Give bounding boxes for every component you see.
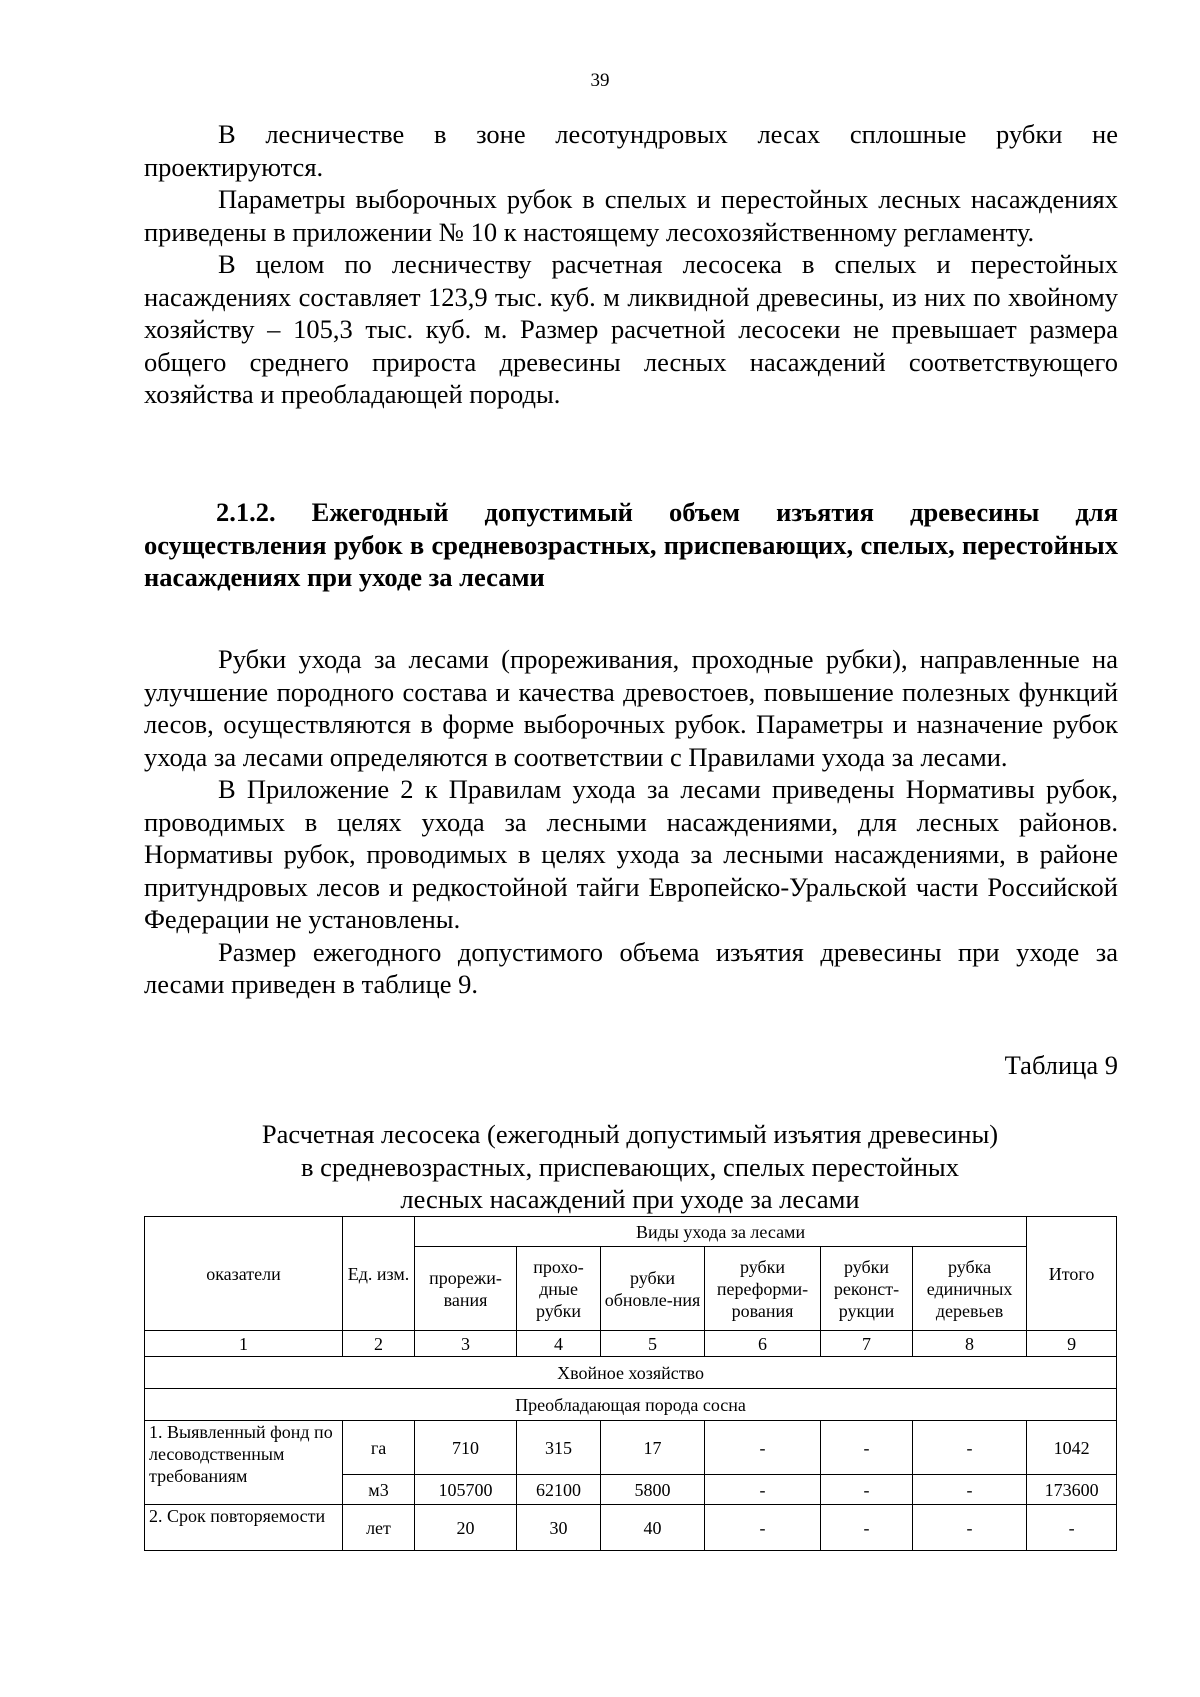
table-row [145, 1505, 1117, 1551]
table-row [145, 1421, 1117, 1475]
col-number: 9 [1027, 1331, 1117, 1357]
header-total: Итого [1027, 1217, 1117, 1331]
header-renewal: рубки обновле-ния [601, 1247, 705, 1331]
paragraph: Рубки ухода за лесами (прореживания, проходные рубки), направленные на улучшение породного состава и качества древостоев, повышение полезных функций лесов, осуществляются в форме выборочных рубок. Параметры и назначение рубок ухода за лесами определяются в соответствии с Правилами ухода за лесами. [144, 644, 1118, 772]
table-cell: 710 [415, 1421, 517, 1475]
table-caption [150, 1118, 1110, 1216]
table-cell: 315 [517, 1421, 601, 1475]
table-cell: 40 [601, 1505, 705, 1551]
section-row-farm: Хвойное хозяйство [145, 1357, 1117, 1389]
table-row [145, 1389, 1117, 1421]
table-cell: 1042 [1027, 1421, 1117, 1475]
table-cell: 30 [517, 1505, 601, 1551]
caption-line: лесных насаждений при уходе за лесами [400, 1184, 860, 1214]
caption-line: Расчетная лесосека (ежегодный допустимый изъятия древесины) [261, 1119, 999, 1149]
section-row-species: Преобладающая порода сосна [145, 1389, 1117, 1421]
body-text-top [144, 118, 1118, 411]
header-passage: прохо-дные рубки [517, 1247, 601, 1331]
body-text-bottom [144, 643, 1118, 1001]
col-number: 4 [517, 1331, 601, 1357]
paragraph: В целом по лесничеству расчетная лесосека в спелых и перестойных насаждениях составляет 123,9 тыс. куб. м ликвидной древесины, из них по хвойному хозяйству – 105,3 тыс. куб. м. Размер расчетной лесосеки не превышает размера общего среднего прироста древесины лесных насаждений соответствующего хозяйства и преобладающей породы. [144, 249, 1118, 409]
header-thinning: прорежи-вания [415, 1247, 517, 1331]
table-cell: - [821, 1475, 913, 1505]
col-number: 8 [913, 1331, 1027, 1357]
header-single: рубка единичных деревьев [913, 1247, 1027, 1331]
header-group: Виды ухода за лесами [415, 1217, 1027, 1247]
col-number: 7 [821, 1331, 913, 1357]
paragraph: Параметры выборочных рубок в спелых и перестойных лесных насаждениях приведены в приложении № 10 к настоящему лесохозяйственному регламенту. [144, 184, 1118, 247]
col-number: 3 [415, 1331, 517, 1357]
header-reform: рубки переформи-рования [705, 1247, 821, 1331]
section-heading: 2.1.2. Ежегодный допустимый объем изъятия древесины для осуществления рубок в средневозрастных, приспевающих, спелых, перестойных насаждениях при уходе за лесами [144, 497, 1118, 592]
table-cell: лет [343, 1505, 415, 1551]
col-number: 6 [705, 1331, 821, 1357]
table-label: Таблица 9 [1004, 1050, 1118, 1080]
table-cell: - [1027, 1505, 1117, 1551]
table-cell: - [705, 1475, 821, 1505]
table-cell: - [913, 1475, 1027, 1505]
table-cell: 20 [415, 1505, 517, 1551]
paragraph: В лесничестве в зоне лесотундровых лесах сплошные рубки не проектируются. [144, 119, 1118, 182]
table-cell: 17 [601, 1421, 705, 1475]
paragraph: В Приложение 2 к Правилам ухода за лесами приведены Нормативы рубок, проводимых в целях ухода за лесными насаждениями, для лесных районов. Нормативы рубок, проводимых в целях ухода за лесными насаждениями, в районе притундровых лесов и редкостойной тайги Европейско-Уральской части Российской Федерации не установлены. [144, 774, 1118, 934]
table-cell: 173600 [1027, 1475, 1117, 1505]
table-cell: - [913, 1505, 1027, 1551]
table-cell: - [705, 1421, 821, 1475]
header-reconstr: рубки реконст-рукции [821, 1247, 913, 1331]
col-number: 1 [145, 1331, 343, 1357]
table-row [145, 1357, 1117, 1389]
section-heading-block [144, 496, 1118, 594]
table-cell: га [343, 1421, 415, 1475]
table-cell: - [821, 1505, 913, 1551]
col-number: 2 [343, 1331, 415, 1357]
col-number: 5 [601, 1331, 705, 1357]
header-indicator: оказатели [145, 1217, 343, 1331]
row-label: 2. Срок повторяемости [145, 1505, 343, 1551]
header-unit: Ед. изм. [343, 1217, 415, 1331]
table-row [145, 1331, 1117, 1357]
data-table [144, 1216, 1117, 1551]
table-cell: 5800 [601, 1475, 705, 1505]
table-cell: м3 [343, 1475, 415, 1505]
table-cell: 105700 [415, 1475, 517, 1505]
paragraph: Размер ежегодного допустимого объема изъятия древесины при уходе за лесами приведен в таблице 9. [144, 936, 1118, 999]
table-cell: - [705, 1505, 821, 1551]
table-cell: - [821, 1421, 913, 1475]
table-cell: 62100 [517, 1475, 601, 1505]
table-cell: - [913, 1421, 1027, 1475]
row-label: 1. Выявленный фонд по лесоводственным требованиям [145, 1421, 343, 1505]
caption-line: в средневозрастных, приспевающих, спелых перестойных [301, 1151, 959, 1182]
page-number: 39 [590, 70, 610, 91]
